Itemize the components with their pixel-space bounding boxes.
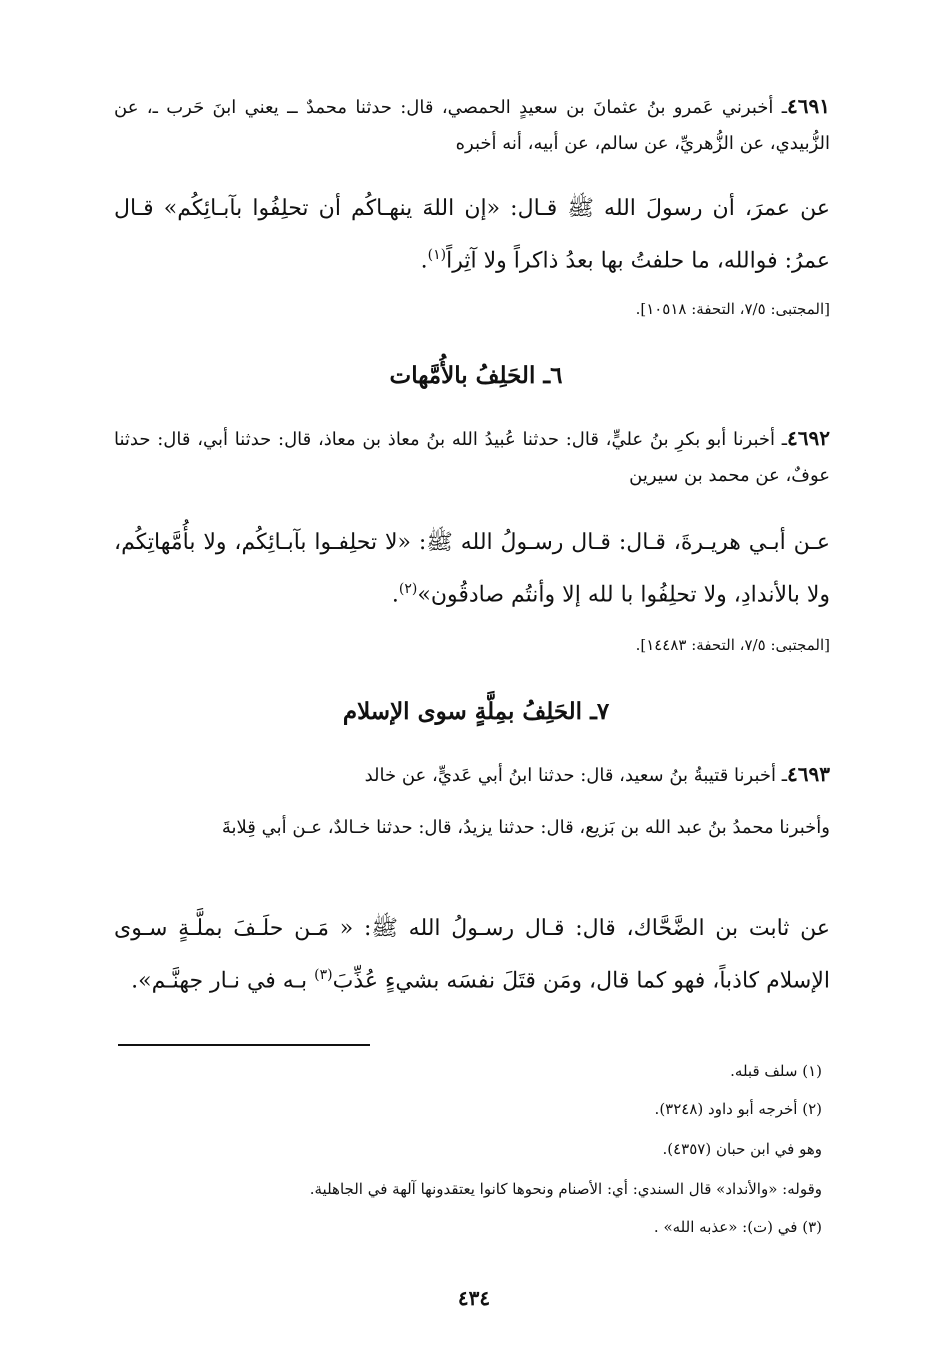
hadith-4693-matn <box>114 906 830 1004</box>
footnote-3: (٣) في (ت): «عذبه الله» . <box>653 1218 822 1236</box>
page-number: ٤٣٤ <box>457 1286 491 1310</box>
matn-text: عن ثابت بن الضَّحَّاك، قال: قـال رسـولُ الله ﷺ: « مَـن حلَـفَ بملَّـةٍ سـوى الإسلام كاذباً، فهو كما قال، ومَن قتَلَ نفسَه بشيءٍ عُذِّبَ <box>114 916 830 994</box>
matn-end: . <box>391 582 399 608</box>
hadith-4691-isnad <box>114 88 830 162</box>
footnote-marker[interactable]: (٢) <box>398 581 418 597</box>
matn-text: عن عمرَ، أن رسولَ الله ﷺ قـال: «إن اللهَ ينهـاكُم أن تحلِفُوا بآبـائِكُم» قـال عمرُ: فوالله، ما حلفتُ بها بعدُ ذاكراً ولا آثِراً <box>114 196 831 274</box>
footnote-2-note: وقوله: «والأنداد» قال السندي: أي: الأصنام ونحوها كانوا يعتقدونها آلهة في الجاهلية. <box>309 1180 822 1198</box>
hadith-4691-reference: [المجتبى: ٧/٥، التحفة: ١٠٥١٨]. <box>635 300 830 318</box>
footnote-2: (٢) أخرجه أبو داود (٣٢٤٨). <box>654 1100 822 1118</box>
hadith-number: ٤٦٩٣ <box>787 762 830 786</box>
hadith-number: ٤٦٩١ <box>787 94 830 118</box>
isnad-text: ـ أخبرنا قتيبةُ بنُ سعيد، قال: حدثنا ابنُ أبي عَديٍّ، عن خالد <box>364 765 788 786</box>
hadith-4692-matn <box>114 520 830 618</box>
footnote-2-cont: وهو في ابن حبان (٤٣٥٧). <box>662 1140 822 1158</box>
matn-end: . <box>420 248 428 274</box>
hadith-4692-isnad <box>114 420 830 494</box>
isnad-text: ـ أخبرني عَمرو بنُ عثمانَ بن سعيدٍ الحمصي، قال: حدثنا محمدٌ ــ يعني ابنَ حَرب ـ، عن الزُّبيدي، عن الزُّهريِّ، عن سالم، عن أبيه، أنه أخبره <box>114 97 830 154</box>
hadith-4692-reference: [المجتبى: ٧/٥، التحفة: ١٤٤٨٣]. <box>635 636 830 654</box>
footnote-1: (١) سلف قبله. <box>730 1062 822 1080</box>
matn-text: عـن أبـي هريـرةَ، قـال: قـال رسـولُ الله ﷺ: «لا تحلِفـوا بآبـائِكُم، ولا بأُمَّهاتِكُم، ولا بالأندادِ، ولا تحلِفُوا با لله إلا وأنتُم صادقُون» <box>114 530 830 608</box>
section-heading-7: ٧ـ الحَلِفُ بمِلَّةٍ سوى الإسلام <box>342 698 610 725</box>
section-heading-6: ٦ـ الحَلِفُ بالأُمَّهات <box>389 362 563 389</box>
isnad-text: ـ أخبرنا أبو بكرِ بنُ عليٍّ، قال: حدثنا عُبيدُ الله بنُ معاذ بن معاذ، قال: حدثنا أبي، قال: حدثنا عوفٌ، عن محمد بن سيرين <box>114 429 830 486</box>
hadith-number: ٤٦٩٢ <box>787 426 830 450</box>
footnote-separator <box>118 1044 370 1046</box>
matn-end: بـه في نـار جهنَّـم». <box>131 968 315 994</box>
hadith-4693-isnad-2: وأخبرنا محمدُ بنُ عبد الله بن بَزيع، قال: حدثنا يزيدُ، قال: حدثنا خـالدٌ، عـن أبي قِلابةَ <box>221 817 830 838</box>
footnote-marker[interactable]: (١) <box>427 247 447 263</box>
hadith-4691-matn <box>114 186 830 284</box>
hadith-4693-isnad-1 <box>114 756 830 794</box>
footnote-marker[interactable]: (٣) <box>314 967 333 983</box>
